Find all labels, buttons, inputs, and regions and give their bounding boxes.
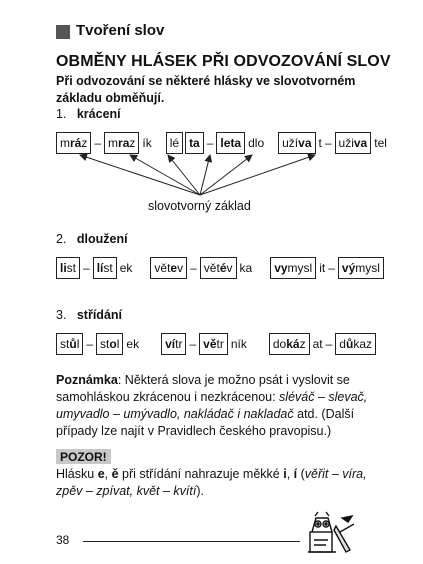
section-1-label: 1. krácení <box>56 107 121 121</box>
word-box: mráz <box>56 132 91 154</box>
page-number: 38 <box>56 533 70 547</box>
word-box: líst <box>93 257 117 279</box>
word-box: užíva <box>278 132 315 154</box>
word-box: větev <box>150 257 187 279</box>
word-box: dokáz <box>269 333 310 355</box>
arrow-lines <box>80 155 315 195</box>
word-box: mraz <box>104 132 139 154</box>
word-box: větr <box>199 333 228 355</box>
word-box: stůl <box>56 333 83 355</box>
section-2-label: 2. dloužení <box>56 232 128 246</box>
word-box: uživa <box>335 132 372 154</box>
word-box: větév <box>200 257 237 279</box>
section-title: Tvoření slov <box>76 22 165 39</box>
base-label: slovotvorný základ <box>148 199 251 213</box>
row-shortening: mráz – mraz ík lé ta – leta dlo užíva t – uživa tel <box>56 132 387 154</box>
footer-rule <box>83 541 300 542</box>
section-3-label: 3. střídání <box>56 308 123 322</box>
word-box: vymysl <box>270 257 316 279</box>
word-box: list <box>56 257 80 279</box>
word-box: lé <box>166 132 183 154</box>
row-alternation: stůl – stol ek vítr – větr ník dokáz at – důkaz <box>56 333 376 355</box>
row-lengthening: list – líst ek větev – větév ka vymysl it – výmysl <box>56 257 384 279</box>
word-box: důkaz <box>335 333 376 355</box>
word-box: stol <box>96 333 123 355</box>
warning-paragraph: Hlásku e, ě při střídání nahrazuje měkké i, í (věřit – víra, zpěv – zpívat, květ – kvítí). <box>56 467 367 498</box>
intro-text: Při odvozování se některé hlásky ve slovotvorném základu obměňují. <box>56 74 356 105</box>
page-title: OBMĚNY HLÁSEK PŘI ODVOZOVÁNÍ SLOV <box>56 53 391 70</box>
warning-label: POZOR! <box>56 449 111 464</box>
mascot-illustration-icon <box>306 510 358 556</box>
root-box: ta <box>185 132 204 154</box>
note-paragraph: Poznámka: Některá slova je možno psát i vyslovit se samohláskou zkrácenou i nezkrácenou: sléváč – slevač, umyvadlo – umývadlo, nakládač i nakladač atd. (Další případy lze najít v Pravidlech českého pravopisu.) <box>56 373 368 438</box>
word-box: vítr <box>161 333 186 355</box>
word-box: leta <box>216 132 245 154</box>
word-box: výmysl <box>338 257 384 279</box>
